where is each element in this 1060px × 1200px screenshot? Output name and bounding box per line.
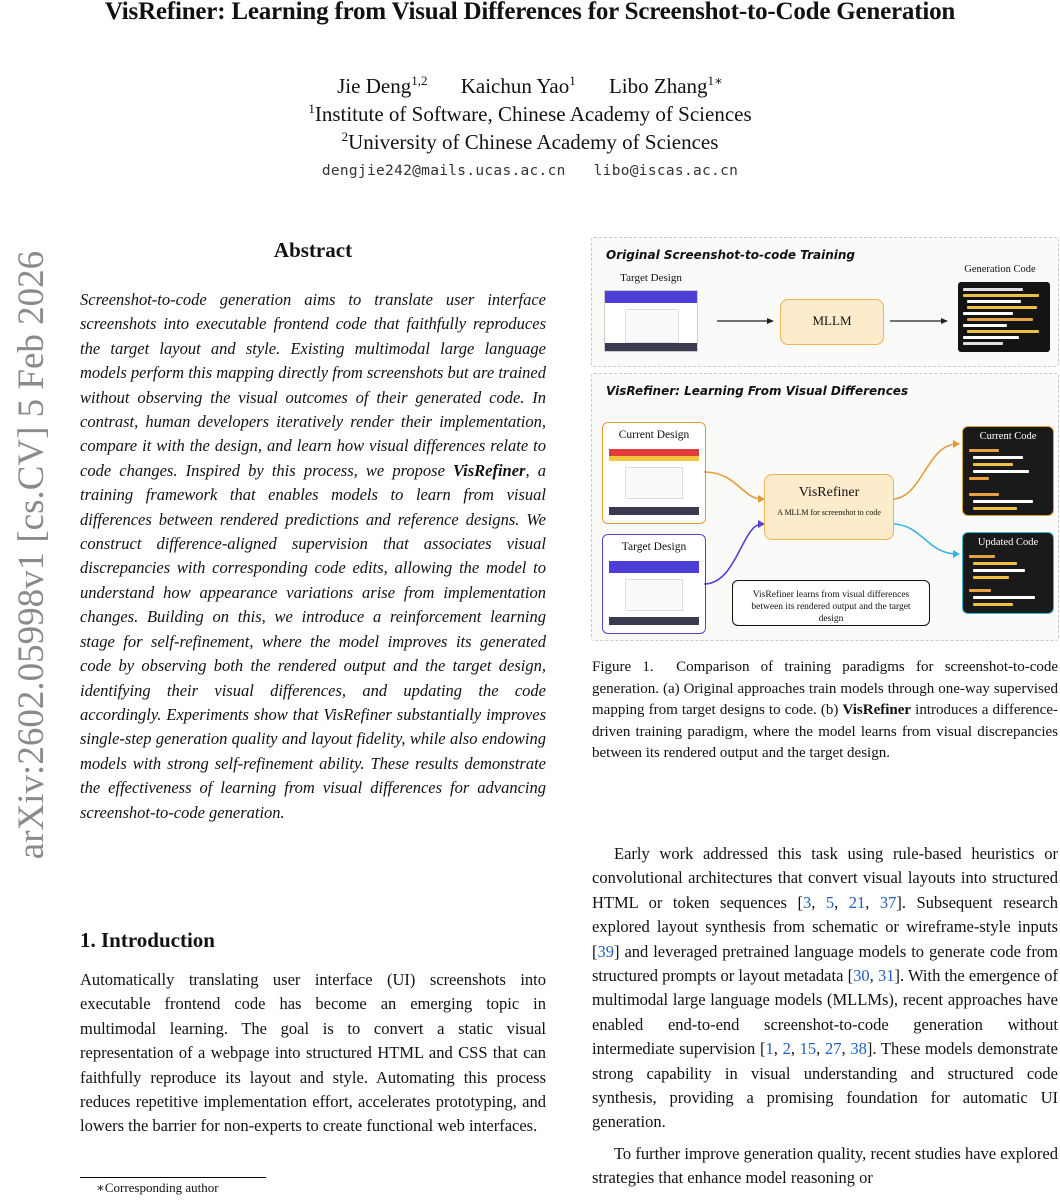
right-column-text xyxy=(592,842,1058,1191)
author: Libo Zhang$^{1∗}$ xyxy=(608,73,723,98)
abstract-text: Screenshot-to-code generation aims to translate user interface screenshots into executable frontend code that faithfully reproduces the target layout and style. Existing multimodal large language models perform this mapping directly from screenshots but are trained without observing the visual outcomes of their generated code. In contrast, human developers iteratively render their implementation, compare it with the design, and learn how visual differences relate to code changes. Inspired by this process, we propose VisRefiner, a training framework that enables models to learn from visual differences between rendered predictions and reference designs. We construct difference-aligned supervision that associates visual discrepancies with corresponding code edits, allowing the model to understand how appearance variations arise from implementation changes. Building on this, we introduce a reinforcement learning stage for self-refinement, where the model improves its generated code by observing both the rendered output and the target design, identifying their visual differences, and updating the code accordingly. Experiments show that VisRefiner substantially improves single-step generation quality and layout fidelity, while also endowing models with strong self-refinement ability. These results demonstrate the effectiveness of learning from visual differences for advancing screenshot-to-code generation. xyxy=(80,290,546,822)
affiliation: $^2$University of Chinese Academy of Sciences xyxy=(341,129,719,154)
citation-link[interactable]: 27 xyxy=(825,1039,842,1059)
paper-title: VisRefiner: Learning from Visual Differences for Screenshot-to-Code Generation xyxy=(104,0,956,25)
mllm-label: MLLM xyxy=(812,313,852,328)
citation-link[interactable]: 3 xyxy=(802,892,812,912)
figure-caption: Figure 1. Comparison of training paradigms for screenshot-to-code generation. (a) Original approaches train models through one-way supervised mapping from target designs to code. (b) VisRefiner introduces a difference-driven training paradigm, where the model learns from visual discrepancies between its rendered output and the target design. xyxy=(592,659,1059,761)
citation-link[interactable]: 31 xyxy=(877,966,895,986)
citation-link[interactable]: 15 xyxy=(799,1039,817,1059)
visrefiner-note: VisRefiner learns from visual differences between its rendered output and the target design xyxy=(751,590,911,624)
citation-link[interactable]: 5 xyxy=(825,892,835,912)
section-heading-introduction: 1. Introduction xyxy=(80,928,215,952)
current-code-box xyxy=(962,426,1054,516)
panel-b-title: VisRefiner: Learning From Visual Differences xyxy=(606,384,909,398)
citation-link[interactable]: 2 xyxy=(782,1039,791,1059)
citation-link[interactable]: 21 xyxy=(848,892,866,912)
author: Kaichun Yao$^1$ xyxy=(460,73,576,98)
citation-link[interactable]: 1 xyxy=(765,1039,774,1059)
current-design-label: Current Design xyxy=(618,429,690,441)
email: libo@iscas.ac.cn xyxy=(593,163,739,179)
figure-panel-a xyxy=(591,237,1059,367)
visrefiner-model-subtitle: A MLLM for screenshot to code xyxy=(777,508,881,517)
generation-code-thumbnail xyxy=(958,282,1050,352)
paragraph: To further improve generation quality, recent studies have explored strategies that enhance model reasoning or xyxy=(592,1143,1058,1188)
citation-link[interactable]: 38 xyxy=(850,1039,867,1059)
citation-link[interactable]: 39 xyxy=(597,941,614,961)
footnote-rule xyxy=(80,1177,266,1178)
figure-1 xyxy=(591,237,1060,642)
visrefiner-model-box xyxy=(764,474,894,540)
citation-link[interactable]: 37 xyxy=(879,892,897,912)
generation-code-label: Generation Code xyxy=(964,264,1036,275)
updated-code-box xyxy=(962,532,1054,614)
updated-code-label: Updated Code xyxy=(977,537,1039,548)
visrefiner-note-box xyxy=(732,580,930,626)
citation-link[interactable]: 30 xyxy=(853,966,870,986)
target-design-label: Target Design xyxy=(620,272,682,284)
affiliation: $^1$Institute of Software, Chinese Academy of Sciences xyxy=(308,101,752,126)
figure-panel-b xyxy=(591,373,1059,641)
author-list xyxy=(0,73,1060,99)
paragraph: Early work addressed this task using rule-based heuristics or convolutional architectures that convert visual layouts into structured HTML or token sequences [3, 5, 21, 37]. Subsequent research explored layout synthesis from schematic or wireframe-style inputs [39] and leveraged pretrained language models to generate code from structured prompts or layout metadata [30, 31]. With the emergence of multimodal large language models (MLLMs), recent approaches have enabled end-to-end screenshot-to-code generation without intermediate supervision [1, 2, 15, 27, 38]. These models demonstrate strong capability in visual understanding and structured code synthesis, providing a promising foundation for automatic UI generation. xyxy=(592,844,1059,1132)
abstract-heading: Abstract xyxy=(273,238,353,262)
footnote: ∗Corresponding author xyxy=(96,1180,219,1195)
panel-a-title: Original Screenshot-to-code Training xyxy=(606,248,856,262)
mllm-box xyxy=(780,299,884,345)
email: dengjie242@mails.ucas.ac.cn xyxy=(321,163,566,179)
target-design-label-b: Target Design xyxy=(621,541,687,553)
author-emails xyxy=(0,163,1060,179)
visrefiner-model-title: VisRefiner xyxy=(798,485,860,500)
introduction-paragraph: Automatically translating user interface (UI) screenshots into executable frontend code has become an emerging topic in multimodal learning. The goal is to convert a static visual representation of a webpage into structured HTML and CSS that can faithfully reproduce its layout and style. Automating this process reduces repetitive implementation effort, accelerates prototyping, and lowers the barrier for non-experts to create functional web interfaces. xyxy=(80,970,546,1136)
arxiv-stamp: arXiv:2602.05998v1 [cs.CV] 5 Feb 2026 xyxy=(11,250,52,860)
current-code-label: Current Code xyxy=(979,431,1037,442)
author: Jie Deng$^{1,2}$ xyxy=(337,73,428,98)
